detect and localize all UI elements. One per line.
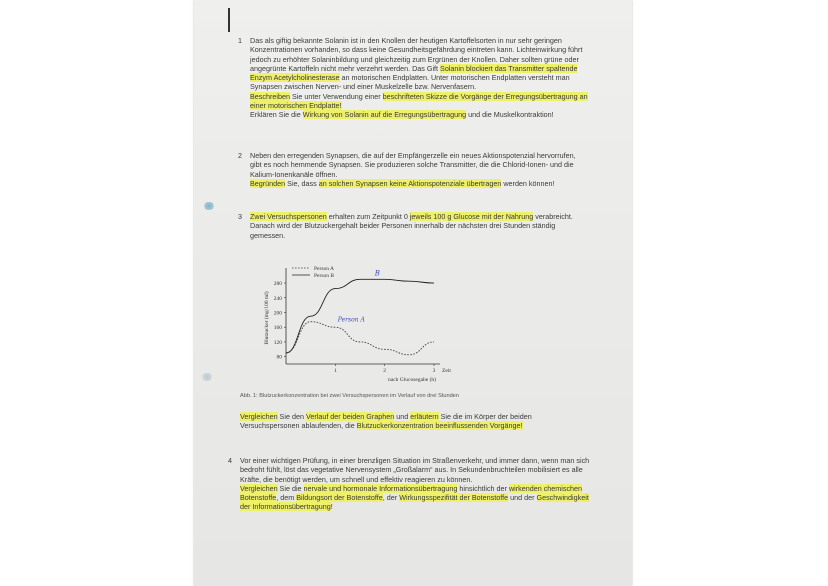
- highlighted-text: Wirkung von Solanin auf die Erregungsübertragung: [302, 110, 467, 120]
- legend-label: Person B: [314, 273, 335, 279]
- highlighted-text: Solanin blockiert das Transmitter spaltende Enzym Acetylcholinesterase: [250, 63, 578, 83]
- question-text: [250, 212, 588, 240]
- text-segment: verabreicht. Danach wird der Blutzuckergehalt beider Personen innerhalb der nächsten drei Stunden ständig gemessen.: [250, 212, 573, 240]
- x-axis-label: Zeit: [442, 368, 451, 374]
- question-text: [250, 36, 588, 120]
- highlighted-text: wirkenden chemischen Botenstoffe: [240, 483, 583, 503]
- text-segment: Vor einer wichtigen Prüfung, in einer brenzligen Situation im Straßenverkehr, und immer dann, wenn man sich bedroht fühlt, löst das vegetative Nervensystem „Großalarm“ aus. In Sekundenbruchteilen mobilisiert es alle Kräfte, die benötigt werden, um schnell und effektiv reagieren zu können.: [240, 456, 590, 484]
- text-segment: und: [394, 412, 411, 421]
- text-segment: und die Muskelkontraktion!: [466, 110, 554, 120]
- text-segment: und der: [508, 493, 537, 503]
- y-tick-label: 160: [273, 325, 282, 332]
- highlighted-text: Begründen: [250, 178, 286, 188]
- margin-mark: [228, 8, 230, 32]
- highlighted-text: jeweils 100 g Glucose mit der Nahrung: [409, 212, 534, 221]
- chart-svg: [248, 260, 468, 390]
- series-line-person-a: [286, 322, 434, 355]
- handwritten-annotation: Person A: [337, 316, 365, 324]
- text-segment: Sie die: [277, 483, 304, 493]
- highlighted-text: erläutern: [410, 412, 439, 421]
- punch-hole-mark: [203, 202, 215, 210]
- text-segment: Sie unter Verwendung einer: [289, 91, 383, 101]
- highlighted-text: Wirkungsspezifität der Botenstoffe: [399, 493, 509, 503]
- question-number: 1: [238, 36, 242, 45]
- text-segment: Das als giftig bekannte Solanin ist in den Knollen der heutigen Kartoffelsorten in nur sehr geringen Konzentrationen vorhanden, so dass keine Gesundheitsgefährdung eintreten kann. Lichteinwirkung führt jedoch zu erhöhter Solaninbildung und gleichzeitig zum Ergrünen der Knollen. Daher sollten grüne oder angegrünte Kartoffeln nicht mehr verzehrt werden. Das Gift: [250, 36, 583, 73]
- text-segment: werden können!: [501, 178, 555, 188]
- highlighted-text: beschrifteten Skizze die Vorgänge der Erregungsübertragung an einer motorischen Endplatte!: [250, 91, 588, 111]
- x-tick-label: 1: [333, 368, 337, 374]
- y-axis-label: Blutzucker (mg/100 ml): [264, 291, 270, 345]
- x-tick-label: 2: [383, 368, 387, 374]
- y-tick-label: 120: [273, 339, 282, 346]
- legend-label: Person A: [314, 266, 335, 272]
- question-4: [228, 456, 590, 512]
- question-3-task: [240, 412, 590, 431]
- handwritten-annotation: B: [374, 269, 380, 278]
- text-segment: !: [330, 502, 333, 512]
- text-segment: Sie die im Körper der beiden Versuchspersonen ablaufenden, die: [240, 412, 532, 431]
- y-tick-label: 280: [273, 281, 282, 288]
- highlighted-text: an solchen Synapsen keine Aktionspotenziale übertragen: [318, 178, 502, 188]
- highlighted-text: Vergleichen: [240, 412, 278, 421]
- y-tick-label: 80: [276, 354, 282, 361]
- text-segment: hinsichtlich der: [457, 483, 509, 493]
- highlighted-text: Blutzuckerkonzentration beeinflussenden Vorgänge!: [356, 421, 523, 431]
- y-tick-label: 240: [273, 295, 282, 302]
- text-segment: an motorischen Endplatten. Unter motorischen Endplatten versteht man Synapsen zwischen Nerven- und einer Muskelzelle bzw. Nervenfasern.: [250, 73, 570, 92]
- question-3: [238, 212, 588, 240]
- highlighted-text: Zwei Versuchspersonen: [250, 212, 327, 221]
- highlighted-text: Geschwindigkeit der Informationsübertragung: [240, 493, 589, 512]
- highlighted-text: Beschreiben: [250, 91, 290, 101]
- text-segment: Erklären Sie die: [250, 110, 303, 120]
- text-segment: Sie, dass: [285, 178, 319, 188]
- question-number: 3: [238, 212, 242, 221]
- highlighted-text: Bildungsort der Botenstoffe: [296, 493, 383, 503]
- blood-sugar-chart: [248, 260, 468, 390]
- highlighted-text: nervale und hormonale Informationsübertragung: [303, 483, 458, 493]
- text-segment: Sie den: [277, 412, 306, 421]
- text-segment: , dem: [276, 493, 297, 503]
- chart-caption: Abb. 1: Blutzuckerkonzentration bei zwei Versuchspersonen im Verlauf von drei Stunden: [240, 393, 459, 399]
- highlighted-text: Verlauf der beiden Graphen: [305, 412, 395, 421]
- worksheet-page: [194, 0, 632, 586]
- x-axis-label: nach Glucosegabe (h): [388, 377, 436, 383]
- punch-hole-mark: [201, 373, 213, 381]
- question-2: [238, 151, 588, 188]
- question-1: [238, 36, 588, 120]
- text-segment: Neben den erregenden Synapsen, die auf der Empfängerzelle ein neues Aktionspotenzial hervorrufen, gibt es noch hemmende Synapsen. Sie produzieren solche Transmitter, die die Chlorid-Ionen- und die Kalium-Ionenkanäle öffnen.: [250, 151, 576, 179]
- question-number: 2: [238, 151, 242, 160]
- text-segment: , der: [382, 493, 400, 503]
- question-text: [250, 151, 588, 188]
- highlighted-text: Vergleichen: [240, 483, 278, 493]
- x-tick-label: 3: [432, 368, 436, 374]
- y-tick-label: 200: [273, 310, 282, 317]
- question-text: [240, 412, 590, 431]
- question-number: 4: [228, 456, 232, 465]
- question-text: [240, 456, 590, 512]
- text-segment: erhalten zum Zeitpunkt 0: [326, 212, 410, 221]
